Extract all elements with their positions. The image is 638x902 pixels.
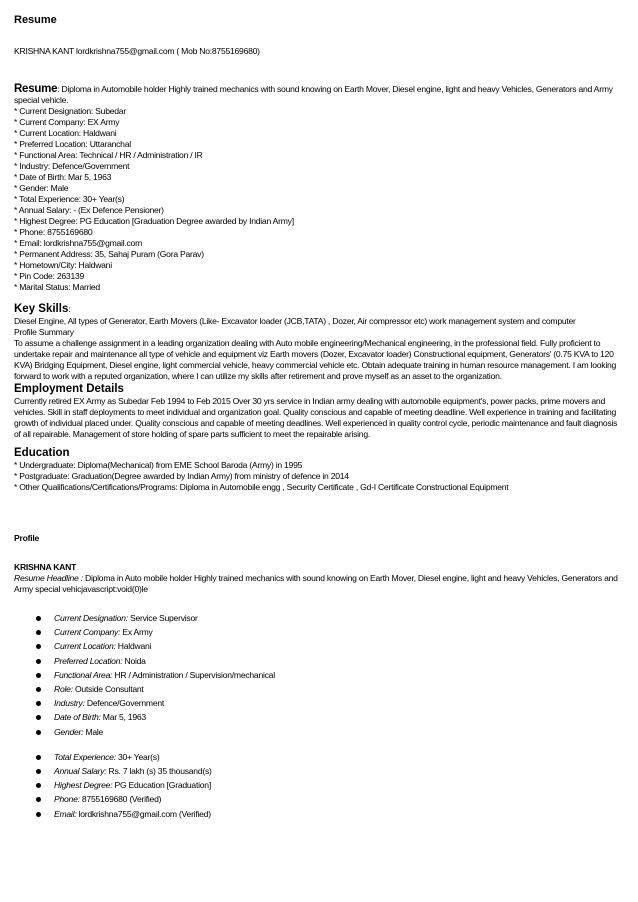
profile-heading: Profile: [14, 533, 39, 543]
detail-line: * Current Company: EX Army: [14, 117, 120, 127]
list-item: Functional Area: HR / Administration / Supervision/mechanical: [14, 668, 626, 682]
bullet-icon: [36, 812, 41, 817]
list-item: Highest Degree: PG Education [Graduation]: [14, 778, 626, 792]
list-item: Role: Outside Consultant: [14, 682, 626, 696]
bullet-icon: [36, 797, 41, 802]
profile-list-secondary: [14, 750, 626, 821]
key-skills-text: Diesel Engine, All types of Generator, Earth Movers (Like- Excavator loader (JCB,TATA) , Dozer, Air compressor etc) work management system and computer: [14, 316, 576, 326]
list-item: Preferred Location: Noida: [14, 654, 626, 668]
detail-line: * Highest Degree: PG Education [Graduation Degree awarded by Indian Army]: [14, 216, 294, 226]
detail-line: * Current Designation: Subedar: [14, 106, 126, 116]
bullet-icon: [36, 659, 41, 664]
detail-line: * Date of Birth: Mar 5, 1963: [14, 172, 112, 182]
detail-line: * Email: lordkrishna755@gmail.com: [14, 238, 142, 248]
profile-summary-text: To assume a challenge assignment in a leading organization dealing with Auto mobile engineering/Mechanical engineering, in the professional field. Fully proficient to undertake repair and maintenance all type of vehicle and equipment viz Earth movers (Dozer, Excavator loader) Constructional equipment, Generators' (0.75 KVA to 120 KVA) Bridging Equipment, Diesel engine, light commercial vehicle, heavy commercial vehicle etc. Obtain adequate training in human resource management. I am looking forward to work with a reputed organization, where I can utilize my skills after retirement and prove myself as an asset to the organization.: [14, 338, 617, 381]
bullet-icon: [36, 730, 41, 735]
employment-text: Currently retired EX Army as Subedar Feb 1994 to Feb 2015 Over 30 yrs service in Indian army dealing with automobile equipment's, power packs, prime movers and vehicles. Skill in staff deployments to meet individual and organization goal. Quality conscious and capable of meeting deadline. Well experience in training and facilitating growth of individual placed under. Quality conscious and capable of meeting deadlines. Well experienced in quality control cycle, periodic maintenance and fault diagnosis of all repairable. Management of store holding of spare parts sufficient to meet the repairable arising.: [14, 396, 618, 439]
resume-details: [14, 106, 626, 293]
detail-line: * Current Location: Haldwani: [14, 128, 117, 138]
detail-line: * Marital Status: Married: [14, 282, 100, 292]
list-item: Date of Birth: Mar 5, 1963: [14, 710, 626, 724]
bullet-icon: [36, 616, 41, 621]
list-item: Annual Salary: Rs. 7 lakh (s) 35 thousand(s): [14, 764, 626, 778]
bullet-icon: [36, 687, 41, 692]
list-item: Phone: 8755169680 (Verified): [14, 792, 626, 806]
detail-line: * Permanent Address: 35, Sahaj Puram (Gora Parav): [14, 249, 204, 259]
bullet-icon: [36, 701, 41, 706]
detail-line: * Gender: Male: [14, 183, 69, 193]
education-heading: Education: [14, 447, 70, 459]
bullet-icon: [36, 769, 41, 774]
key-skills-heading: Key Skills:: [14, 303, 71, 315]
resume-headline-text: Diploma in Auto mobile holder Highly trained mechanics with sound knowing on Earth Mover, Diesel engine, light and heavy Vehicles, Generators and Army special vehicjavascript:void(0)le: [14, 573, 618, 594]
education-item: * Other Qualifications/Certifications/Programs: Diploma in Automobile engg , Security Certificate , Gd-I Certificate Constructional Equipment: [14, 482, 509, 492]
resume-headline: [14, 573, 626, 595]
detail-line: * Preferred Location: Uttaranchal: [14, 139, 131, 149]
bullet-icon: [36, 644, 41, 649]
profile-summary-label: Profile Summary: [14, 327, 74, 337]
list-item: Gender: Male: [14, 725, 626, 739]
resume-headline-label: Resume Headline :: [14, 573, 83, 583]
profile-list-primary: [14, 611, 626, 739]
document-title: Resume: [14, 14, 57, 26]
resume-page: [14, 14, 626, 821]
bullet-icon: [36, 715, 41, 720]
education-item: * Postgraduate: Graduation(Degree awarded by Indian Army) from ministry of defence in 2014: [14, 471, 349, 481]
list-item: Email: lordkrishna755@gmail.com (Verified): [14, 807, 626, 821]
bullet-icon: [36, 755, 41, 760]
contact-line: KRISHNA KANT lordkrishna755@gmail.com ( Mob No:8755169680): [14, 46, 260, 56]
list-item: Current Company: Ex Army: [14, 625, 626, 639]
education-item: * Undergraduate: Diploma(Mechanical) from EME School Baroda (Army) in 1995: [14, 460, 303, 470]
bullet-icon: [36, 630, 41, 635]
list-item: Current Location: Haldwani: [14, 639, 626, 653]
bullet-icon: [36, 783, 41, 788]
resume-heading: Resume: [14, 83, 58, 95]
list-item: Current Designation: Service Supervisor: [14, 611, 626, 625]
list-item: Total Experience: 30+ Year(s): [14, 750, 626, 764]
detail-line: * Functional Area: Technical / HR / Administration / IR: [14, 150, 203, 160]
detail-line: * Phone: 8755169680: [14, 227, 93, 237]
detail-line: * Annual Salary: - (Ex Defence Pensioner): [14, 205, 164, 215]
employment-heading: Employment Details: [14, 383, 124, 395]
resume-summary: [14, 84, 626, 106]
detail-line: * Total Experience: 30+ Year(s): [14, 194, 125, 204]
bullet-icon: [36, 673, 41, 678]
detail-line: * Industry: Defence/Government: [14, 161, 130, 171]
detail-line: * Pin Code: 263139: [14, 271, 85, 281]
list-item: Industry: Defence/Government: [14, 696, 626, 710]
profile-name: KRISHNA KANT: [14, 562, 77, 572]
resume-summary-text: : Diploma in Automobile holder Highly trained mechanics with sound knowing on Earth Mover, Diesel engine, light and heavy Vehicles, Generators and Army special vehicle.: [14, 84, 613, 105]
detail-line: * Hometown/City: Haldwani: [14, 260, 112, 270]
